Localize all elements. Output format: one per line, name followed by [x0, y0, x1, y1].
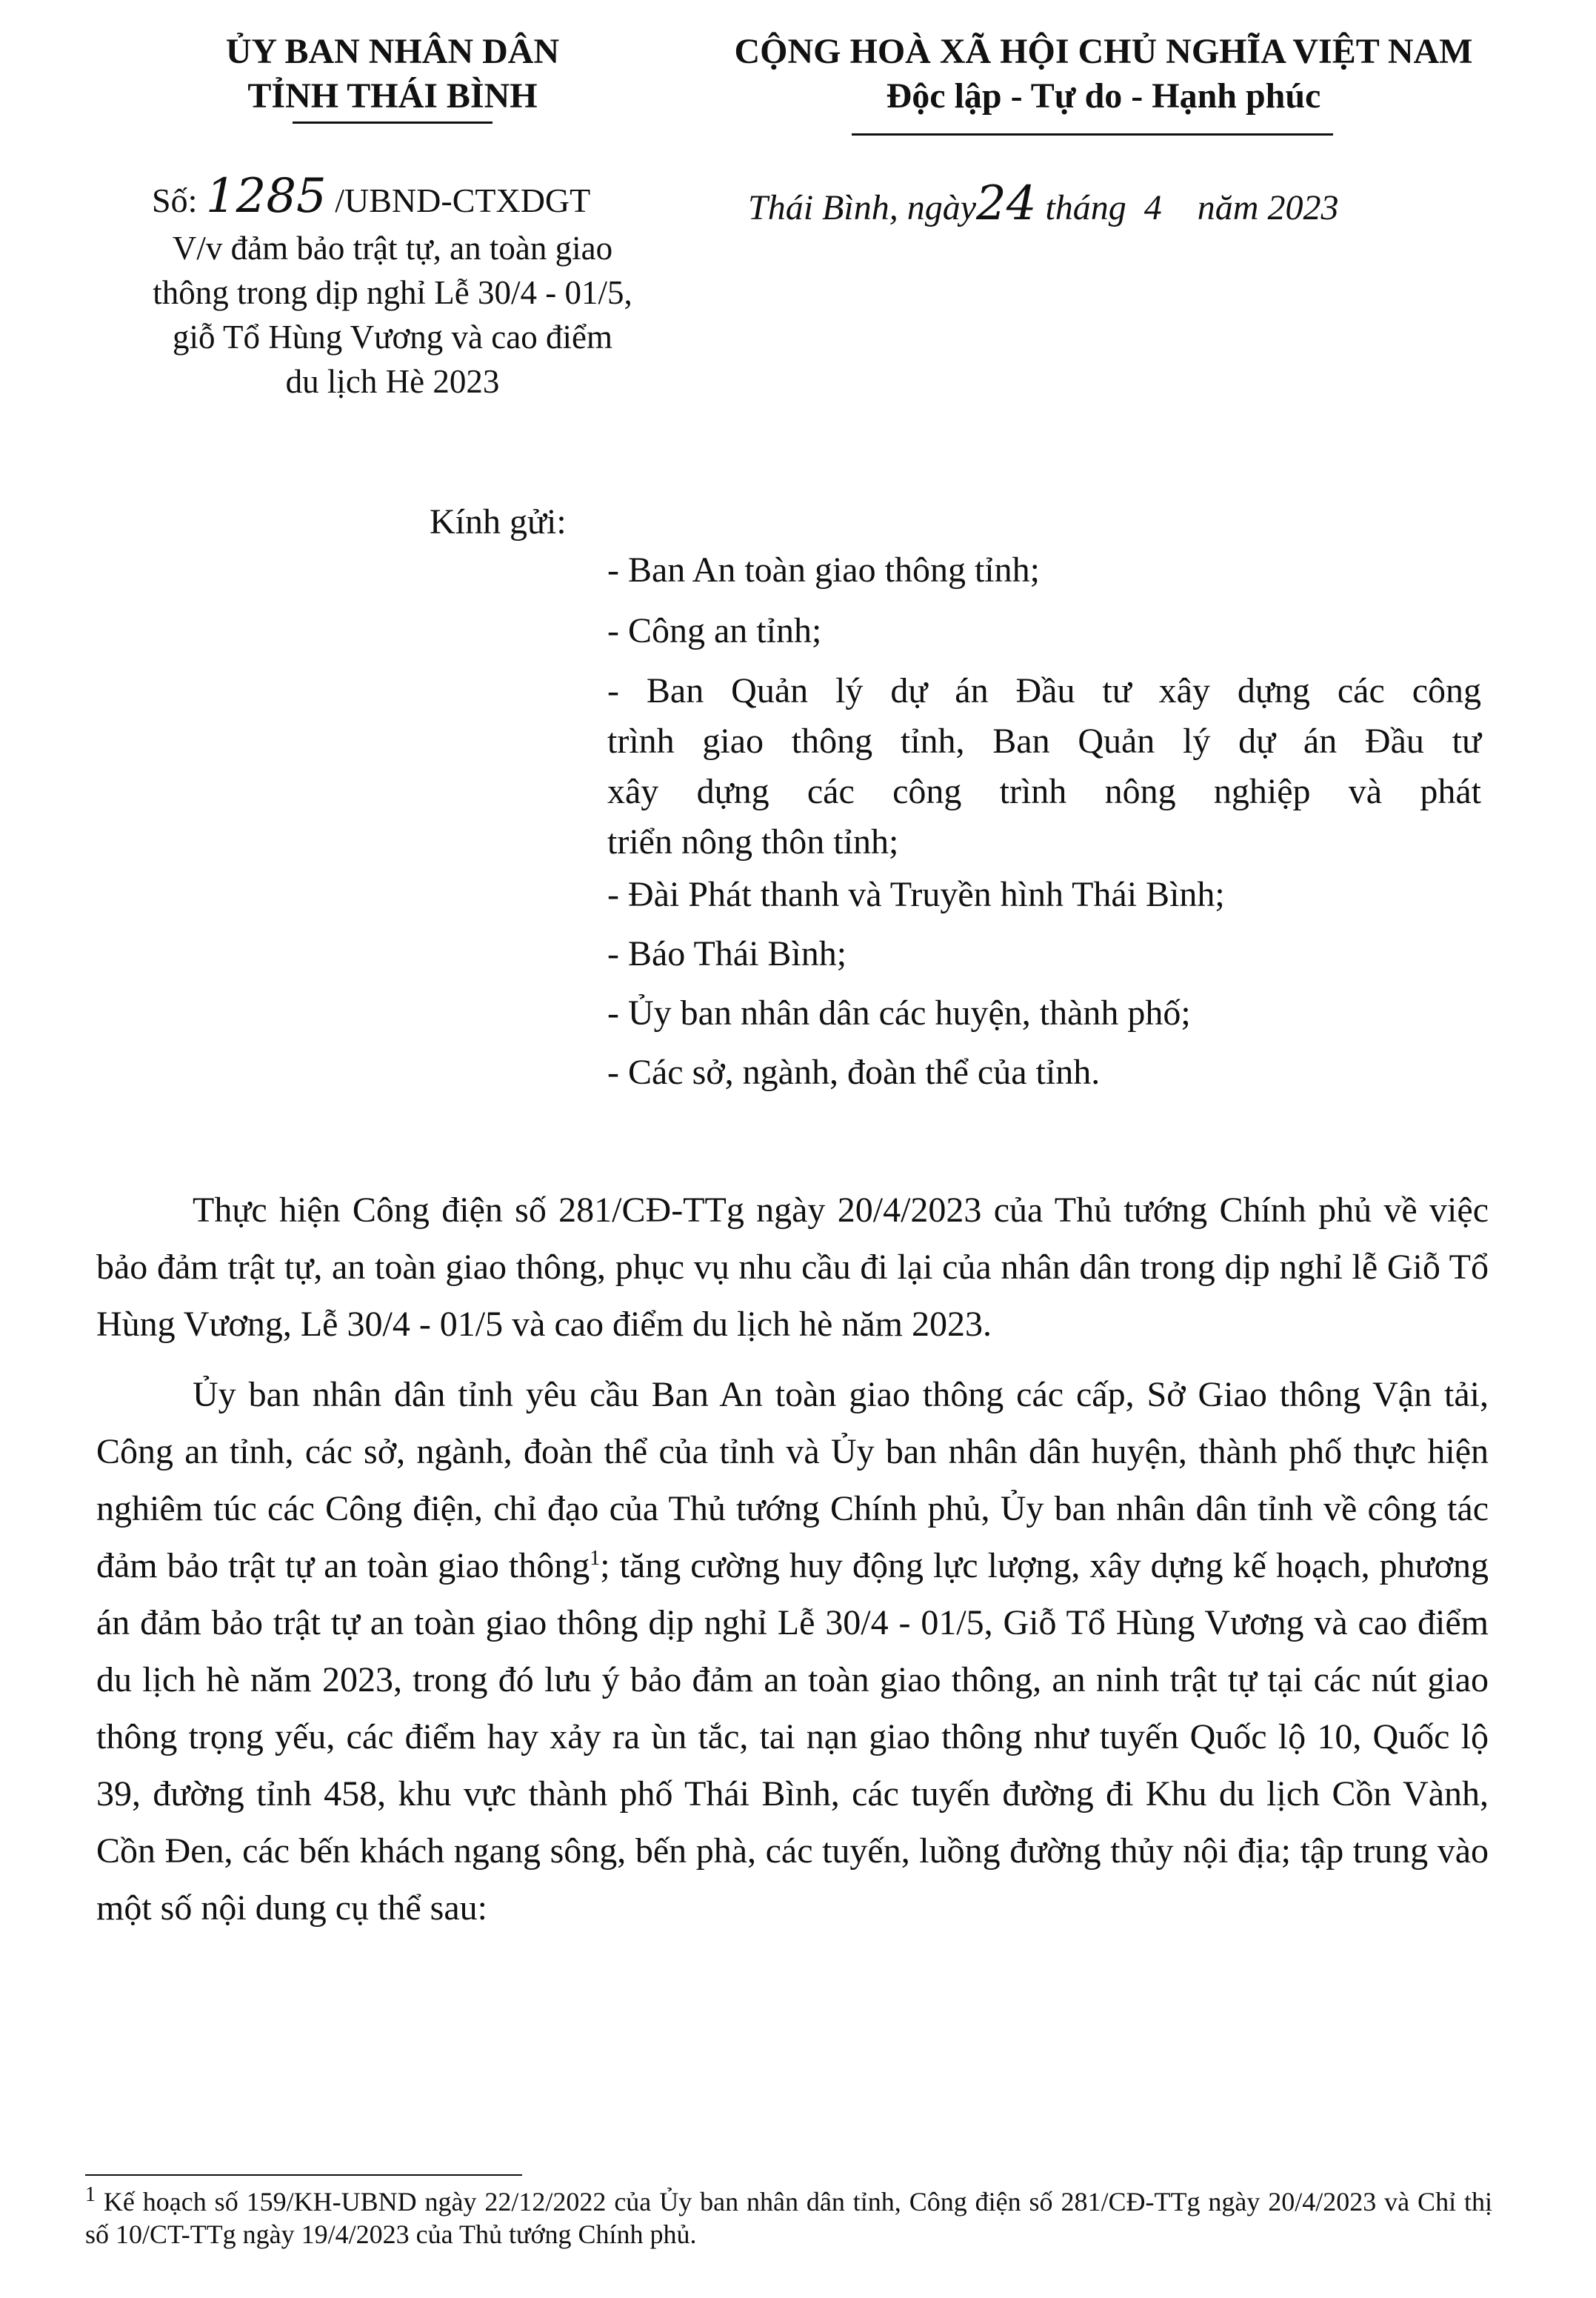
body-paragraph-2-part-1: Ủy ban nhân dân tỉnh yêu cầu Ban An toàn giao thông các cấp, Sở Giao thông Vận tải, Công an tỉnh, các sở, ngành, đoàn thể của tỉnh và Ủy ban nhân dân huyện, thành phố thực hiện nghiêm túc các Công điện, chỉ đạo của Thủ tướng Chính phủ, Ủy ban nhân dân tỉnh về công tác đảm bảo trật tự an toàn giao thông	[96, 1375, 1489, 1585]
recipient-item: - Ủy ban nhân dân các huyện, thành phố;	[607, 993, 1191, 1033]
body-content	[96, 1182, 1489, 1936]
recipients-list	[607, 544, 1481, 1099]
recipient-item: xây dựng các công trình nông nghiệp và phát	[607, 772, 1481, 811]
recipient-item: - Công an tỉnh;	[607, 611, 822, 650]
recipient-item: - Ban An toàn giao thông tỉnh;	[607, 550, 1040, 590]
footnote-reference: 1	[590, 1547, 601, 1570]
recipient-item: trình giao thông tỉnh, Ban Quản lý dự án Đầu tư	[607, 722, 1481, 761]
subject-block	[96, 226, 689, 404]
issuer-line-1: ỦY BAN NHÂN DÂN	[225, 32, 560, 71]
recipient-item: - Đài Phát thanh và Truyền hình Thái Bình;	[607, 875, 1225, 914]
country-name: CỘNG HOÀ XÃ HỘI CHỦ NGHĨA VIỆT NAM	[734, 32, 1473, 71]
date-month: 4	[1143, 188, 1162, 227]
date-place: Thái Bình, ngày	[748, 188, 976, 227]
date-month-label: tháng	[1045, 188, 1126, 227]
footnote	[85, 2185, 1492, 2251]
issuer-block	[111, 30, 674, 119]
footnote-text: Kế hoạch số 159/KH-UBND ngày 22/12/2022 của Ủy ban nhân dân tỉnh, Công điện số 281/CĐ-TTg ngày 20/4/2023 và Chỉ thị số 10/CT-TTg ngày 19/4/2023 của Thủ tướng Chính phủ.	[85, 2187, 1492, 2249]
footnote-mark: 1	[85, 2183, 96, 2206]
recipient-item: - Các sở, ngành, đoàn thể của tỉnh.	[607, 1053, 1101, 1092]
date-year: năm 2023	[1197, 188, 1339, 227]
body-paragraph-2	[96, 1366, 1489, 1936]
doc-number-prefix: Số:	[152, 181, 198, 219]
motto-underline	[852, 133, 1333, 136]
date-day-handwritten: 24	[976, 176, 1037, 231]
recipient-item: - Ban Quản lý dự án Đầu tư xây dựng các công	[607, 671, 1481, 710]
issuer-underline	[293, 121, 493, 124]
subject-line-3: giỗ Tổ Hùng Vương và cao điểm	[173, 319, 612, 356]
recipient-item: triển nông thôn tỉnh;	[607, 822, 899, 862]
body-paragraph-1: Thực hiện Công điện số 281/CĐ-TTg ngày 20/4/2023 của Thủ tướng Chính phủ về việc bảo đảm trật tự, an toàn giao thông, phục vụ nhu cầu đi lại của nhân dân trong dịp nghỉ lễ Giỗ Tổ Hùng Vương, Lễ 30/4 - 01/5 và cao điểm du lịch hè năm 2023.	[96, 1190, 1489, 1344]
recipient-item: - Báo Thái Bình;	[607, 934, 847, 973]
issuer-line-2: TỈNH THÁI BÌNH	[247, 76, 538, 116]
document-number	[152, 169, 685, 224]
motto: Độc lập - Tự do - Hạnh phúc	[886, 76, 1321, 116]
subject-line-2: thông trong dịp nghỉ Lễ 30/4 - 01/5,	[153, 274, 632, 311]
body-paragraph-2-part-2: ; tăng cường huy động lực lượng, xây dựng kế hoạch, phương án đảm bảo trật tự an toàn giao thông dịp nghỉ Lễ 30/4 - 01/5, Giỗ Tổ Hùng Vương và cao điểm du lịch hè năm 2023, trong đó lưu ý bảo đảm an toàn giao thông, an ninh trật tự tại các nút giao thông trọng yếu, các điểm hay xảy ra ùn tắc, tai nạn giao thông như tuyến Quốc lộ 10, Quốc lộ 39, đường tỉnh 458, khu vực thành phố Thái Bình, các tuyến đường đi Khu du lịch Cồn Vành, Cồn Đen, các bến khách ngang sông, bến phà, các tuyến, luồng đường thủy nội địa; tập trung vào một số nội dung cụ thể sau:	[96, 1546, 1489, 1928]
doc-number-handwritten: 1285	[205, 169, 327, 224]
recipients-label: Kính gửi:	[430, 502, 567, 542]
national-motto-block	[689, 30, 1518, 119]
date-line	[748, 176, 1526, 231]
subject-line-4: du lịch Hè 2023	[285, 363, 500, 400]
subject-line-1: V/v đảm bảo trật tự, an toàn giao	[172, 230, 613, 267]
footnote-separator	[85, 2174, 522, 2176]
doc-number-suffix: /UBND-CTXDGT	[335, 181, 591, 219]
